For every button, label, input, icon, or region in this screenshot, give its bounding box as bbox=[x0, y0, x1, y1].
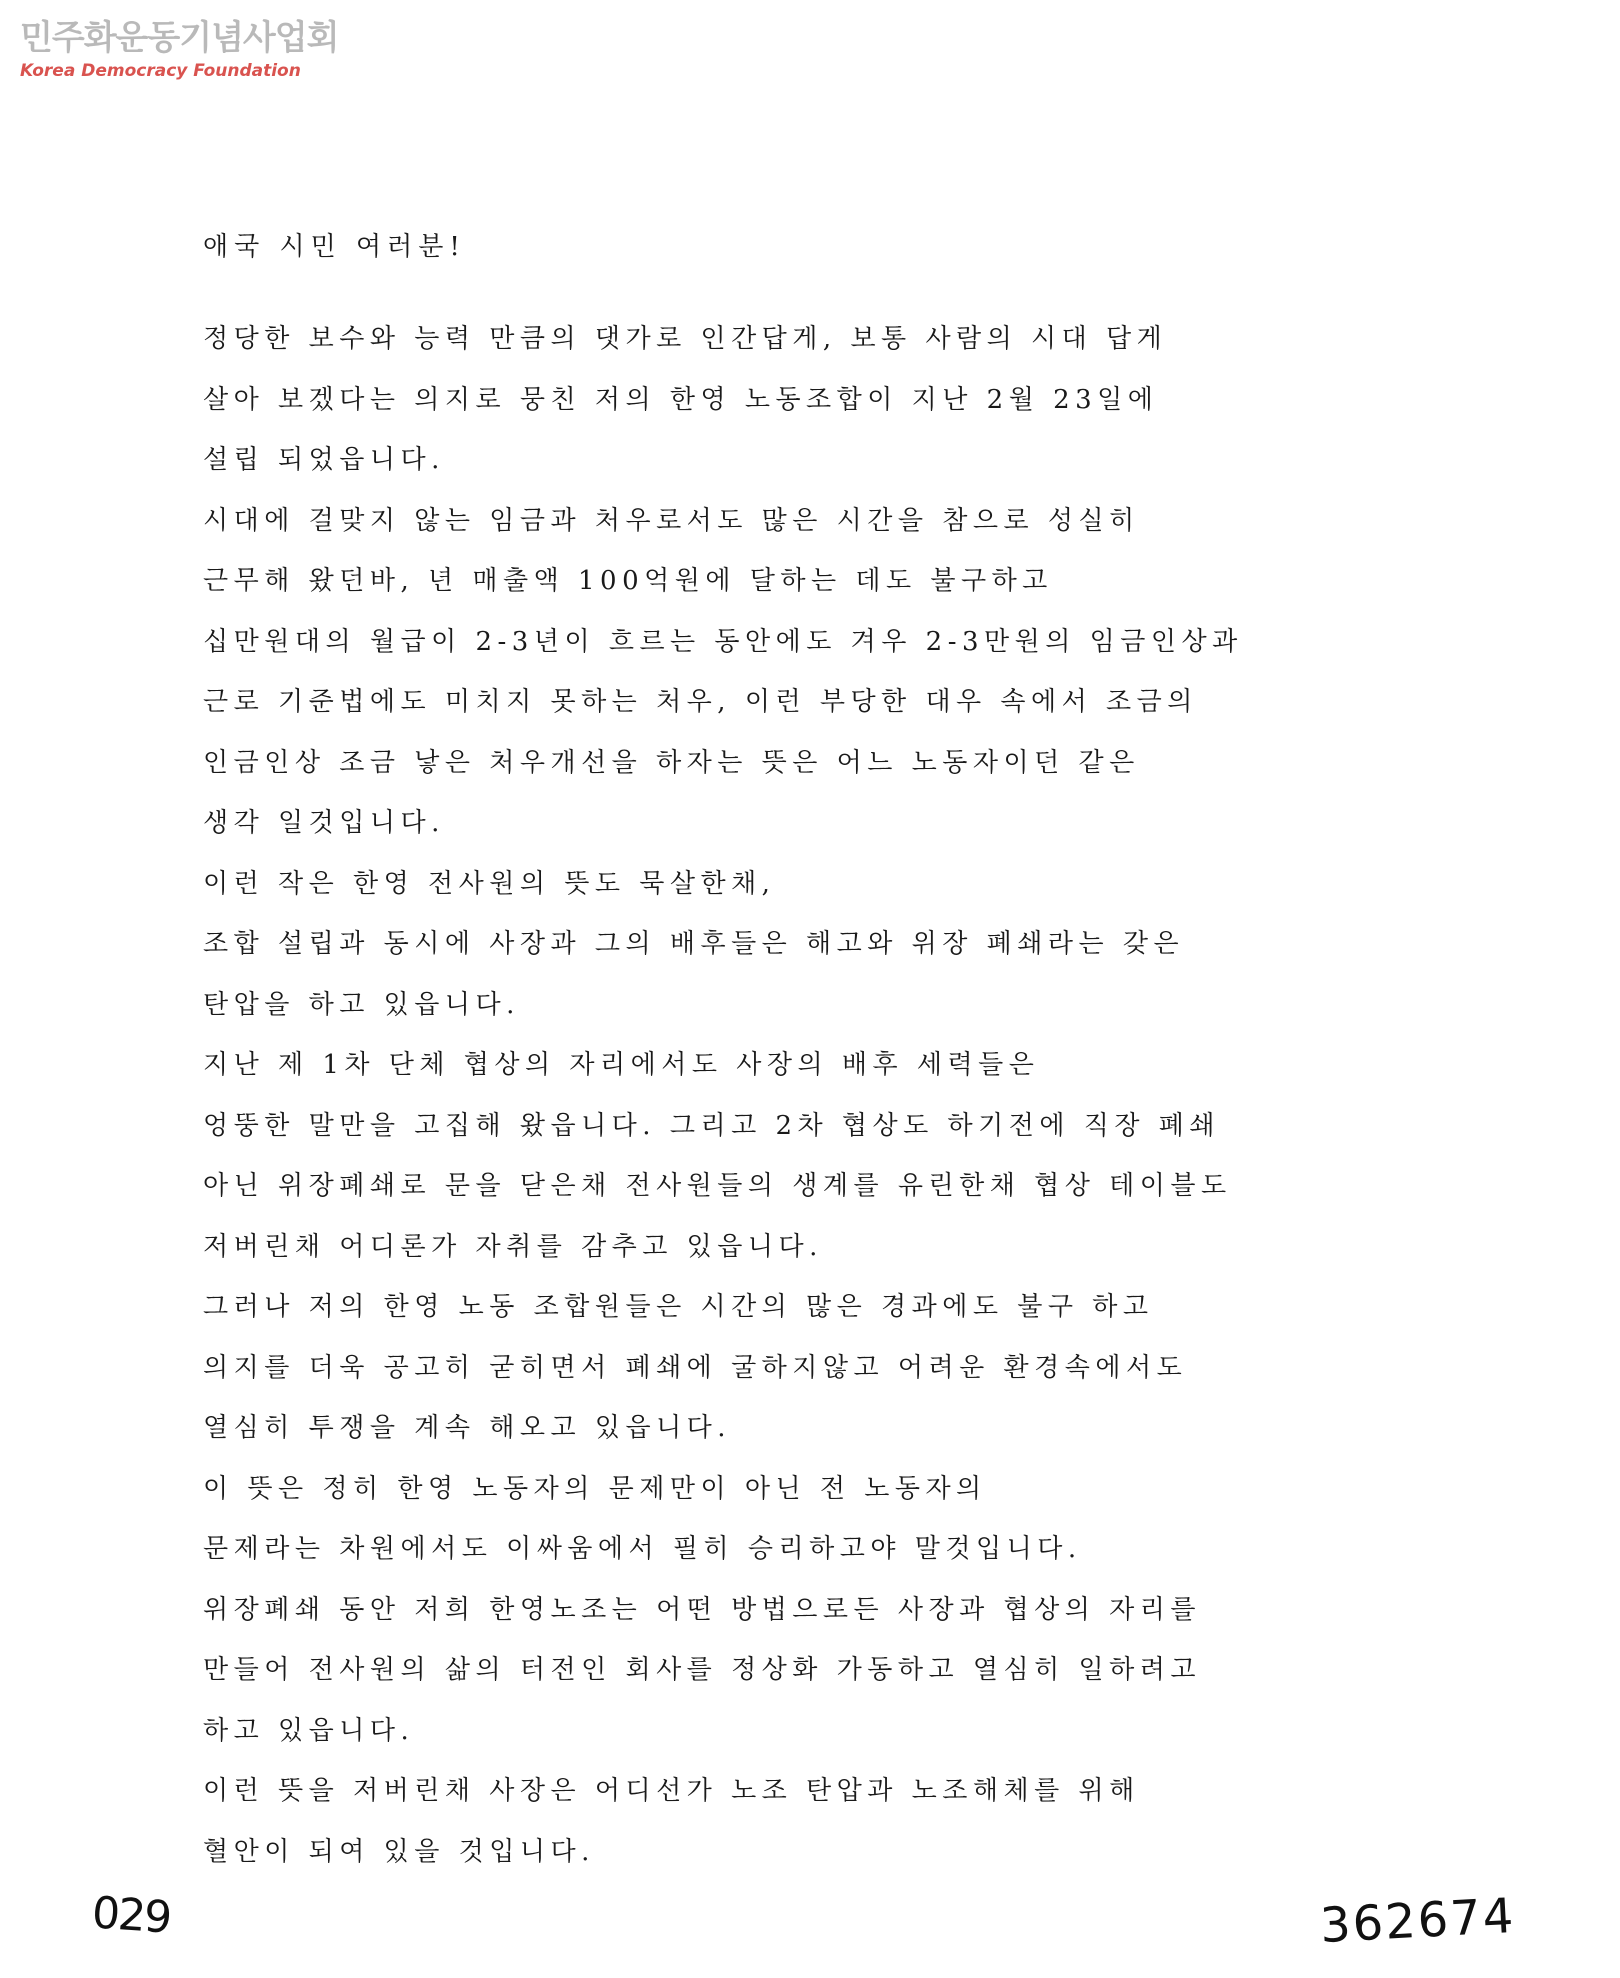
text-line: 저버린채 어디론가 자취를 감추고 있읍니다. bbox=[203, 1231, 823, 1262]
text-line: 혈안이 되여 있을 것입니다. bbox=[203, 1836, 595, 1867]
text-line: 살아 보겠다는 의지로 뭉친 저의 한영 노동조합이 지난 2월 23일에 bbox=[203, 384, 1159, 415]
text-line: 십만원대의 월급이 2-3년이 흐르는 동안에도 겨우 2-3만원의 임금인상과 bbox=[203, 626, 1243, 657]
text-line: 시대에 걸맞지 않는 임금과 처우로서도 많은 시간을 참으로 성실히 bbox=[203, 505, 1140, 536]
text-line: 문제라는 차원에서도 이싸움에서 필히 승리하고야 말것입니다. bbox=[203, 1534, 1082, 1564]
text-line: 설립 되었읍니다. bbox=[203, 445, 445, 475]
salutation: 애국 시민 여러분! bbox=[203, 232, 466, 262]
text-line: 만들어 전사원의 삶의 터전인 회사를 정상화 가동하고 열심히 일하려고 bbox=[203, 1655, 1201, 1685]
text-line: 인금인상 조금 낳은 처우개선을 하자는 뜻은 어느 노동자이던 같은 bbox=[203, 747, 1140, 778]
text-line: 아닌 위장폐쇄로 문을 닫은채 전사원들의 생계를 유린한채 협상 테이블도 bbox=[203, 1171, 1232, 1201]
text-line: 지난 제 1차 단체 협상의 자리에서도 사장의 배후 세력들은 bbox=[203, 1050, 1040, 1080]
text-line: 위장폐쇄 동안 저희 한영노조는 어떤 방법으로든 사장과 협상의 자리를 bbox=[203, 1594, 1201, 1625]
text-line: 하고 있읍니다. bbox=[203, 1715, 415, 1746]
text-line: 정당한 보수와 능력 만큼의 댓가로 인간답게, 보통 사람의 시대 답게 bbox=[203, 324, 1168, 354]
watermark-english: Korea Democracy Foundation bbox=[20, 61, 301, 81]
text-line: 엉뚱한 말만을 고집해 왔읍니다. 그리고 2차 협상도 하기전에 직장 폐쇄 bbox=[203, 1110, 1220, 1141]
text-line: 그러나 저의 한영 노동 조합원들은 시간의 많은 경과에도 불구 하고 bbox=[203, 1292, 1154, 1322]
handwritten-archive-number: 362674 bbox=[1318, 1887, 1517, 1955]
text-line: 이런 뜻을 저버린채 사장은 어디선가 노조 탄압과 노조해체를 위해 bbox=[203, 1776, 1140, 1806]
text-line: 근무해 왔던바, 년 매출액 100억원에 달하는 데도 불구하고 bbox=[203, 566, 1053, 596]
document-body bbox=[203, 314, 1303, 1887]
text-line: 열심히 투쟁을 계속 해오고 있읍니다. bbox=[203, 1413, 732, 1443]
watermark-logo bbox=[20, 18, 338, 82]
text-line: 생각 일것입니다. bbox=[203, 808, 445, 838]
text-line: 의지를 더욱 공고히 굳히면서 폐쇄에 굴하지않고 어려운 환경속에서도 bbox=[203, 1352, 1188, 1383]
text-line: 이 뜻은 정히 한영 노동자의 문제만이 아닌 전 노동자의 bbox=[203, 1473, 987, 1504]
text-line: 조합 설립과 동시에 사장과 그의 배후들은 해고와 위장 폐쇄라는 갖은 bbox=[203, 929, 1185, 959]
text-line: 근로 기준법에도 미치지 못하는 처우, 이런 부당한 대우 속에서 조금의 bbox=[203, 687, 1198, 717]
watermark-korean: 민주화운동기념사업회 bbox=[20, 18, 339, 58]
text-line: 이런 작은 한영 전사원의 뜻도 묵살한채, bbox=[203, 868, 776, 899]
text-line: 탄압을 하고 있읍니다. bbox=[203, 989, 520, 1020]
handwritten-page-mark: 029 bbox=[90, 1887, 172, 1944]
